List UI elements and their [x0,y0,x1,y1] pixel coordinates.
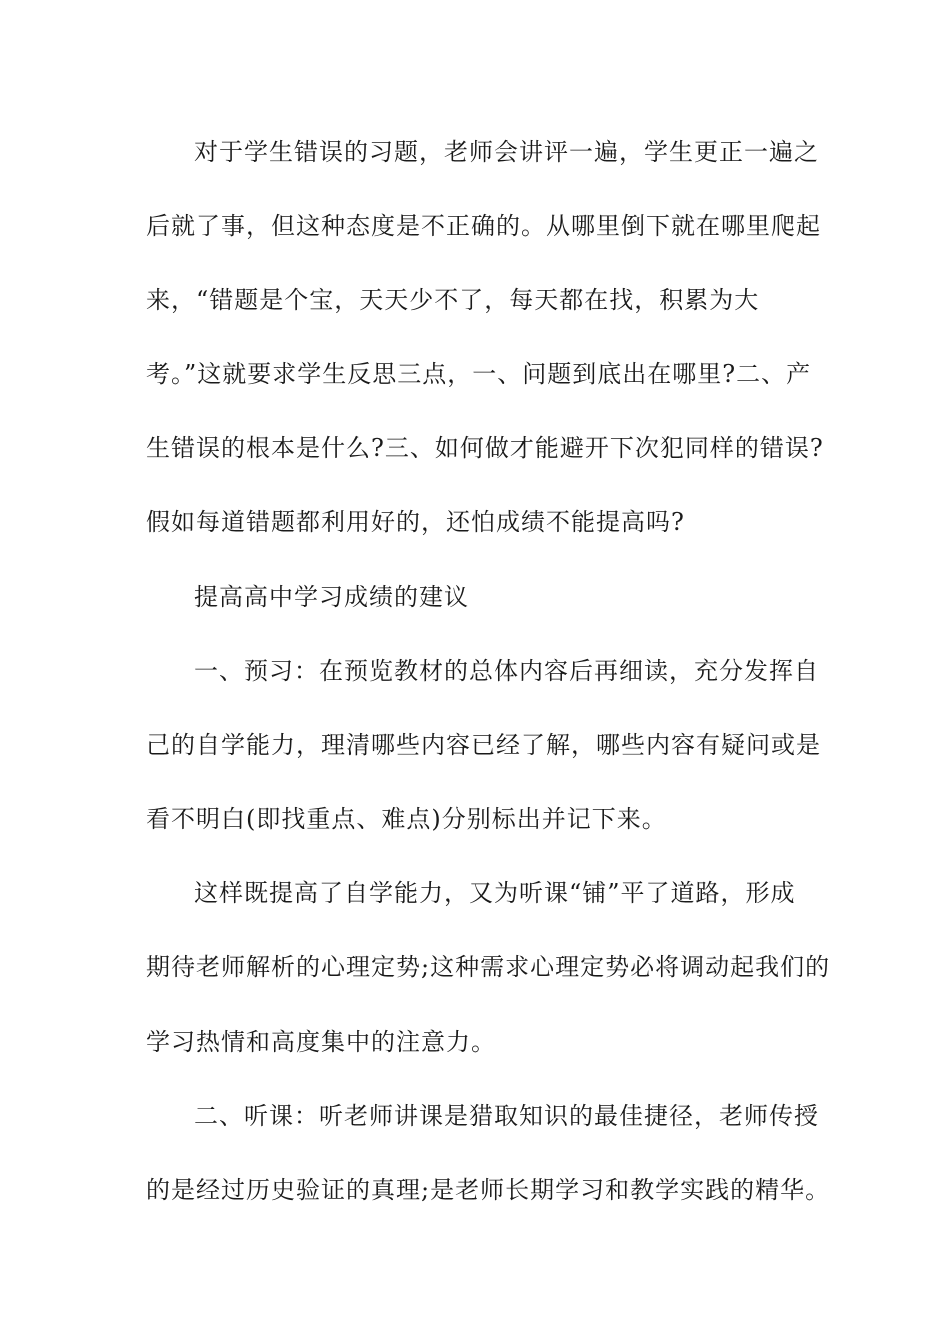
paragraph-line: 考。”这就要求学生反思三点，一、问题到底出在哪里?二、产 [146,360,812,388]
paragraph-line: 生错误的根本是什么?三、如何做才能避开下次犯同样的错误? [146,434,824,462]
paragraph-line: 学习热情和高度集中的注意力。 [146,1028,496,1056]
paragraph-line: 二、听课：听老师讲课是猎取知识的最佳捷径，老师传授 [194,1102,819,1130]
paragraph-line: 对于学生错误的习题，老师会讲评一遍，学生更正一遍之 [194,138,819,166]
paragraph-line: 假如每道错题都利用好的，还怕成绩不能提高吗? [146,508,685,536]
paragraph-line: 一、预习：在预览教材的总体内容后再细读，充分发挥自 [194,657,819,685]
paragraph-line: 后就了事，但这种态度是不正确的。从哪里倒下就在哪里爬起 [146,212,821,240]
section-heading: 提高高中学习成绩的建议 [194,583,469,611]
paragraph-line: 的是经过历史验证的真理;是老师长期学习和教学实践的精华。 [146,1176,831,1204]
paragraph-line: 看不明白(即找重点、难点)分别标出并记下来。 [146,805,667,833]
paragraph-line: 这样既提高了自学能力，又为听课“铺”平了道路，形成 [194,879,796,907]
paragraph-line: 期待老师解析的心理定势;这种需求心理定势必将调动起我们的 [146,953,831,981]
paragraph-line: 己的自学能力，理清哪些内容已经了解，哪些内容有疑问或是 [146,731,821,759]
paragraph-line: 来，“错题是个宝，天天少不了，每天都在找，积累为大 [146,286,760,314]
